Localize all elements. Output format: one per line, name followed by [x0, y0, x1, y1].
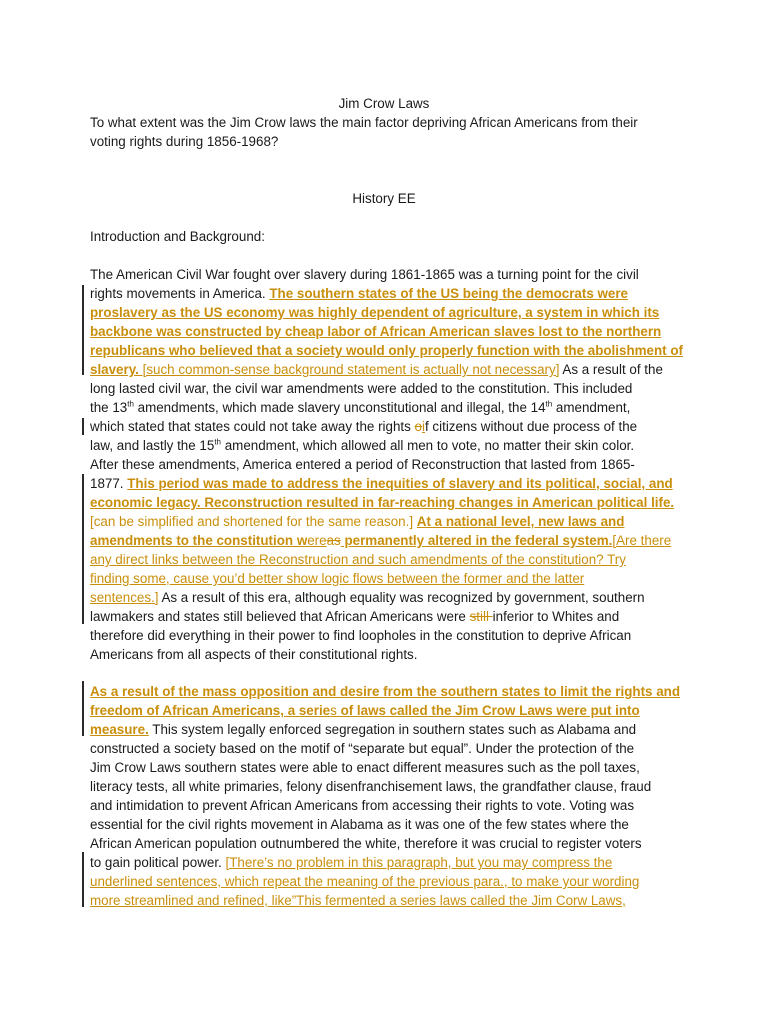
reviewer-comment[interactable]: underlined sentences, which repeat the meaning of the previous para., to make your wording — [90, 874, 640, 889]
body-line: long lasted civil war, the civil war amendments were added to the constitution. This included — [90, 381, 633, 396]
inserted-text: This period was made to address the inequities of slavery and its political, social, and — [127, 476, 673, 491]
inserted-text: i — [422, 419, 425, 434]
reviewer-comment[interactable]: finding some, cause you’d better show logic flows between the former and the latter — [90, 571, 585, 586]
deleted-text: still — [469, 609, 493, 624]
section-heading: Introduction and Background: — [90, 229, 265, 244]
body-line: measure. This system legally enforced segregation in southern states such as Alabama and — [90, 722, 637, 737]
body-line — [90, 872, 639, 891]
inserted-text: As a result of the mass opposition and desire from the southern states to limit the rights and — [90, 684, 681, 699]
body-line: lawmakers and states still believed that African Americans were still inferior to Whites and — [90, 609, 620, 624]
inserted-text: proslavery as the US economy was highly dependent of agriculture, a system in which its — [90, 305, 660, 320]
body-line: amendments to the constitution wereas permanently altered in the federal system.[Are there — [90, 533, 672, 548]
body-line: The American Civil War fought over slavery during 1861-1865 was a turning point for the civil — [90, 267, 639, 282]
body-line — [90, 512, 624, 531]
body-line: literacy tests, all white primaries, felony disenfranchisement laws, the grandfather clause, fraud — [90, 779, 652, 794]
inserted-text: republicans who believed that a society would only properly function with the abolishment of — [90, 343, 683, 358]
inserted-text: backbone was constructed by cheap labor of African American slaves lost to the northern — [90, 324, 662, 339]
body-line — [90, 569, 584, 588]
body-line: Jim Crow Laws southern states were able to enact different measures such as the poll taxes, — [90, 760, 640, 775]
inserted-text: measure. — [90, 722, 149, 737]
reviewer-comment[interactable]: [Are there — [612, 533, 672, 548]
body-line — [90, 550, 626, 569]
body-line: 1877. This period was made to address the inequities of slavery and its political, social, and — [90, 476, 673, 491]
research-question-line-2: voting rights during 1856-1968? — [90, 134, 279, 149]
body-line: therefore did everything in their power to find loopholes in the constitution to deprive African — [90, 628, 632, 643]
body-line: freedom of African Americans, a series of laws called the Jim Crow Laws were put into — [90, 703, 640, 718]
body-line: sentences.] As a result of this era, although equality was recognized by government, southern — [90, 590, 645, 605]
reviewer-comment[interactable]: more streamlined and refined, like”This fermented a series laws called the Jim Corw Laws, — [90, 893, 626, 908]
body-line: Americans from all aspects of their constitutional rights. — [90, 647, 418, 662]
body-line: essential for the civil rights movement in Alabama as it was one of the few states where the — [90, 817, 629, 832]
inserted-text: economic legacy. Reconstruction resulted in far-reaching changes in American political life. — [90, 495, 675, 510]
reviewer-comment[interactable]: [can be simplified and shortened for the same reason.] — [90, 514, 414, 529]
body-line: law, and lastly the 15th amendment, which allowed all men to vote, no matter their skin color. — [90, 437, 635, 453]
deleted-text: as — [326, 533, 341, 548]
body-line: constructed a society based on the motif of “separate but equal”. Under the protection of the — [90, 741, 635, 756]
body-line: which stated that states could not take away the rights oif citizens without due process of the — [90, 419, 638, 434]
body-line — [90, 682, 680, 701]
change-bar — [82, 852, 84, 907]
change-bar — [82, 474, 84, 624]
reviewer-comment[interactable]: any direct links between the Reconstruction and such amendments of the constitution? Try — [90, 552, 626, 567]
reviewer-comment[interactable]: [such common-sense background statement is actually not necessary] — [142, 362, 560, 377]
inserted-text: The southern states of the US being the democrats were — [269, 286, 629, 301]
body-line — [90, 891, 626, 910]
change-bar — [82, 418, 84, 435]
body-line: slavery. [such common-sense background statement is actually not necessary] As a result of the — [90, 362, 663, 377]
change-bar — [82, 681, 84, 736]
body-line — [90, 493, 674, 512]
body-line: African American population outnumbered the white, therefore it was crucial to register voters — [90, 836, 642, 851]
document-title: Jim Crow Laws — [338, 96, 430, 111]
body-line: to gain political power. [There’s no problem in this paragraph, but you may compress the — [90, 855, 613, 870]
body-line: the 13th amendments, which made slavery unconstitutional and illegal, the 14th amendment, — [90, 399, 631, 415]
inserted-text: At a national level, new laws and — [416, 514, 625, 529]
research-question-line-1: To what extent was the Jim Crow laws the main factor depriving African Americans from their — [90, 115, 638, 130]
document-subtitle: History EE — [352, 191, 416, 206]
body-line: and intimidation to prevent African Americans from accessing their rights to vote. Voting was — [90, 798, 635, 813]
body-line: After these amendments, America entered a period of Reconstruction that lasted from 1865- — [90, 457, 635, 472]
body-line: rights movements in America. The southern states of the US being the democrats were — [90, 286, 629, 301]
change-bar — [82, 285, 84, 375]
body-line — [90, 322, 661, 341]
reviewer-comment[interactable]: [There’s no problem in this paragraph, but you may compress the — [225, 855, 613, 870]
reviewer-comment[interactable]: sentences.] — [90, 590, 159, 605]
body-line — [90, 303, 659, 322]
deleted-text: o — [414, 419, 422, 434]
inserted-text: slavery. — [90, 362, 143, 377]
body-line — [90, 341, 683, 360]
